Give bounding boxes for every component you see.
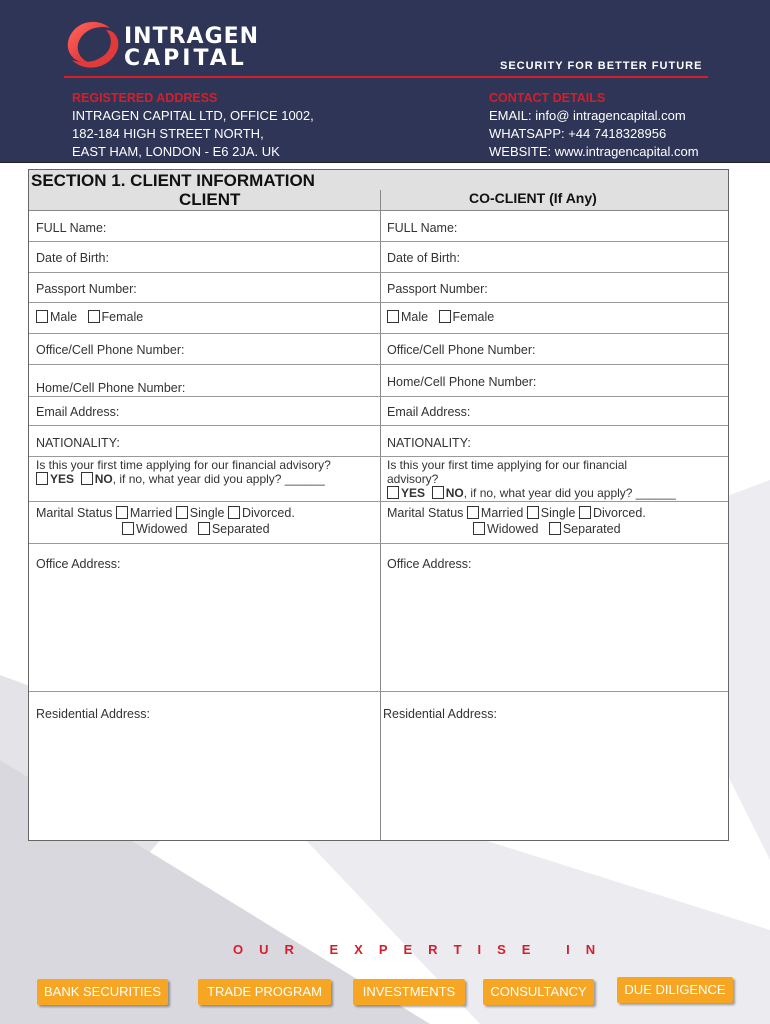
contact-whatsapp: WHATSAPP: +44 7418328956 [489,126,667,141]
coclient-full-name-field[interactable]: FULL Name: [387,221,458,235]
client-email-field[interactable]: Email Address: [36,405,120,419]
contact-details-title: CONTACT DETAILS [489,91,606,105]
logo-name-line2: CAPITAL [124,46,247,71]
client-if-no-text: , if no, what year did you apply? ______ [112,472,325,486]
bank-securities-button[interactable]: BANK SECURITIES [37,979,168,1005]
coclient-yes-checkbox[interactable] [387,486,399,499]
coclient-yes-label: YES [401,486,426,500]
client-female-label: Female [101,310,144,324]
coclient-office-phone-field[interactable]: Office/Cell Phone Number: [387,343,536,357]
client-married-checkbox[interactable] [116,506,128,519]
row-divider [29,272,728,273]
coclient-passport-field[interactable]: Passport Number: [387,282,488,296]
coclient-first-time-question [387,458,676,500]
coclient-single-label: Single [540,506,576,520]
consultancy-button[interactable]: CONSULTANCY [483,979,594,1005]
row-divider [29,501,728,502]
row-divider [29,396,728,397]
client-no-checkbox[interactable] [81,472,93,485]
row-divider [29,543,728,544]
coclient-married-label: Married [480,506,524,520]
coclient-widowed-label: Widowed [487,522,539,536]
coclient-home-phone-field[interactable]: Home/Cell Phone Number: [387,375,537,389]
row-divider [29,425,728,426]
client-male-checkbox[interactable] [36,310,48,323]
client-first-time-question [36,458,331,486]
coclient-female-label: Female [452,310,495,324]
client-widowed-checkbox[interactable] [122,522,134,535]
client-residential-address-field[interactable]: Residential Address: [36,707,150,721]
logo-name-line1: INTRAGEN [124,24,260,49]
row-divider [29,333,728,334]
client-widowed-label: Widowed [136,522,188,536]
coclient-female-checkbox[interactable] [439,310,451,323]
client-single-label: Single [189,506,225,520]
row-divider [29,691,728,692]
coclient-single-checkbox[interactable] [527,506,539,519]
client-gender-row [36,310,143,324]
client-married-label: Married [129,506,173,520]
client-female-checkbox[interactable] [88,310,100,323]
client-nationality-field[interactable]: NATIONALITY: [36,436,120,450]
client-single-checkbox[interactable] [176,506,188,519]
client-home-phone-field[interactable]: Home/Cell Phone Number: [36,381,186,395]
client-first-time-text: Is this your first time applying for our financial advisory? [36,458,331,472]
trade-program-button[interactable]: TRADE PROGRAM [198,979,331,1005]
address-line: INTRAGEN CAPITAL LTD, OFFICE 1002, [72,108,314,123]
row-divider [29,302,728,303]
coclient-separated-label: Separated [562,522,621,536]
section-header [29,170,728,211]
client-divorced-label: Divorced. [242,506,295,520]
coclient-dob-field[interactable]: Date of Birth: [387,251,460,265]
row-divider [29,364,728,365]
expertise-heading: OUR EXPERTISE IN [233,942,612,957]
client-separated-checkbox[interactable] [198,522,210,535]
logo-mark-icon [62,16,124,74]
coclient-office-address-field[interactable]: Office Address: [387,557,472,571]
coclient-gender-row [387,310,494,324]
coclient-separated-checkbox[interactable] [549,522,561,535]
coclient-male-label: Male [401,310,429,324]
column-divider [380,190,381,840]
coclient-male-checkbox[interactable] [387,310,399,323]
coclient-if-no-text: , if no, what year did you apply? ______ [463,486,676,500]
address-line: EAST HAM, LONDON - E6 2JA. UK [72,144,280,159]
coclient-divorced-label: Divorced. [593,506,646,520]
client-office-phone-field[interactable]: Office/Cell Phone Number: [36,343,185,357]
row-divider [29,241,728,242]
client-dob-field[interactable]: Date of Birth: [36,251,109,265]
coclient-heading: CO-CLIENT (If Any) [469,190,597,206]
contact-website: WEBSITE: www.intragencapital.com [489,144,699,159]
client-marital-status [36,505,295,537]
coclient-divorced-checkbox[interactable] [579,506,591,519]
coclient-email-field[interactable]: Email Address: [387,405,471,419]
coclient-residential-address-field[interactable]: Residential Address: [383,707,497,721]
coclient-no-label: NO [445,486,464,500]
address-line: 182-184 HIGH STREET NORTH, [72,126,264,141]
client-office-address-field[interactable]: Office Address: [36,557,121,571]
coclient-first-time-text-2: advisory? [387,472,439,486]
client-divorced-checkbox[interactable] [228,506,240,519]
coclient-widowed-checkbox[interactable] [473,522,485,535]
section-title: SECTION 1. CLIENT INFORMATION [31,171,315,190]
client-no-label: NO [94,472,113,486]
client-separated-label: Separated [211,522,270,536]
registered-address-title: REGISTERED ADDRESS [72,91,218,105]
header-divider [64,76,708,78]
client-passport-field[interactable]: Passport Number: [36,282,137,296]
contact-email: EMAIL: info@ intragencapital.com [489,108,686,123]
client-full-name-field[interactable]: FULL Name: [36,221,107,235]
coclient-married-checkbox[interactable] [467,506,479,519]
client-yes-checkbox[interactable] [36,472,48,485]
client-yes-label: YES [50,472,75,486]
company-logo [62,14,260,76]
coclient-nationality-field[interactable]: NATIONALITY: [387,436,471,450]
client-marital-label: Marital Status [36,506,113,520]
registered-address [72,89,314,161]
investments-button[interactable]: INVESTMENTS [353,979,465,1005]
coclient-marital-label: Marital Status [387,506,464,520]
client-heading: CLIENT [179,190,241,209]
client-information-form [28,169,729,841]
contact-details [489,89,699,161]
coclient-no-checkbox[interactable] [432,486,444,499]
due-diligence-button[interactable]: DUE DILIGENCE [617,977,733,1003]
tagline: SECURITY FOR BETTER FUTURE [500,60,703,72]
client-male-label: Male [50,310,78,324]
coclient-first-time-text-1: Is this your first time applying for our financial [387,458,628,472]
coclient-marital-status [387,505,646,537]
row-divider [29,456,728,457]
letterhead-header [0,0,770,163]
